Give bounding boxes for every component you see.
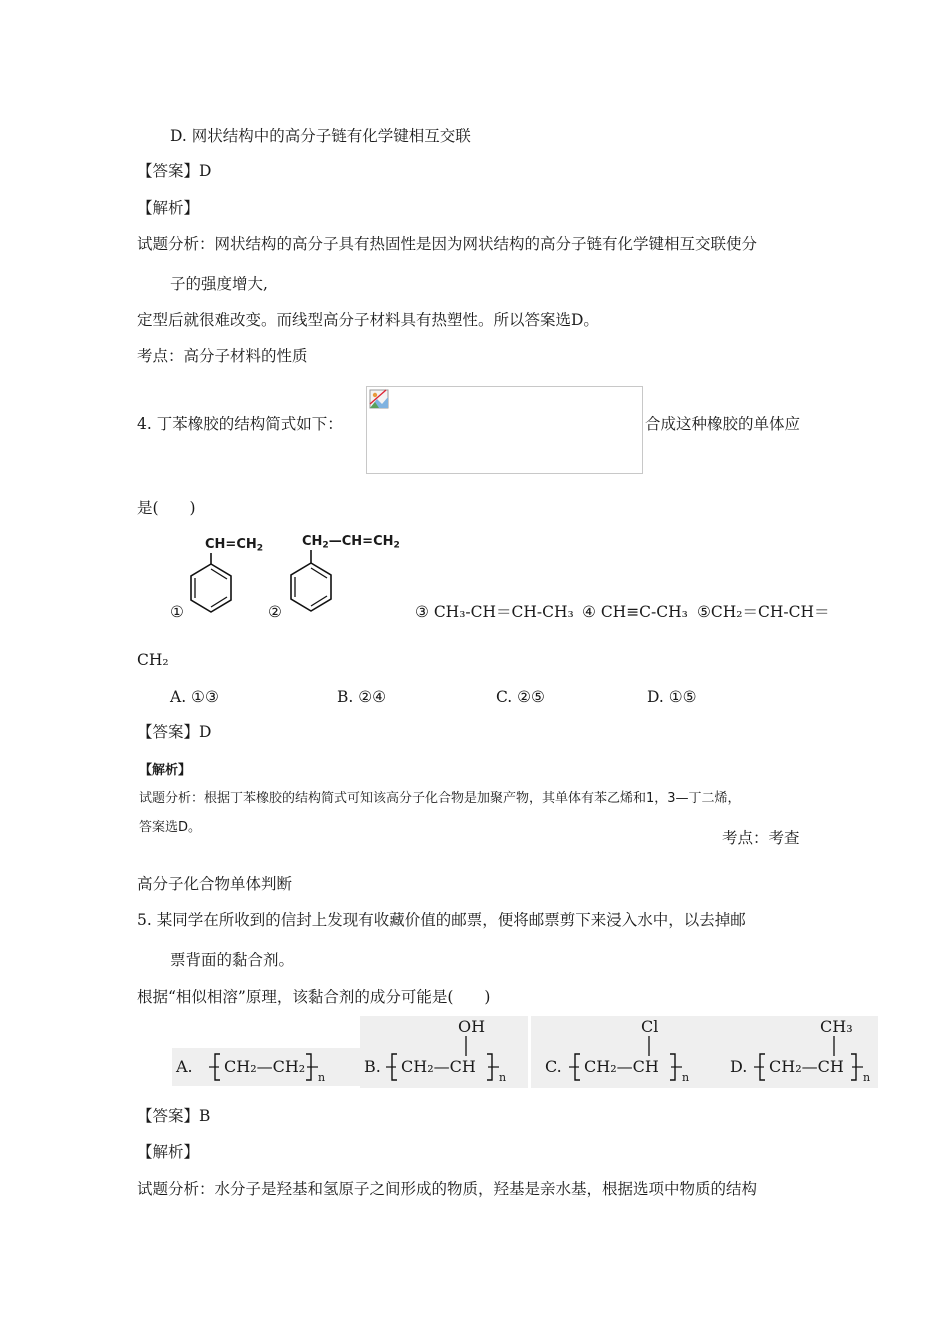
exam-point-q4-cont: 高分子化合物单体判断: [137, 875, 293, 893]
subscript-n: n: [863, 1071, 871, 1084]
explanation-text-end: 定型后就很难改变。而线型高分子材料具有热塑性。所以答案选D。: [137, 311, 599, 329]
option-c-image: [531, 1016, 716, 1088]
answer-label-q4: 【答案】D: [137, 723, 212, 741]
benzene-ring-1: [185, 553, 240, 618]
broken-image-icon: [369, 389, 389, 409]
subscript-n: n: [682, 1071, 690, 1084]
option-c-formula: CH₂—CH: [584, 1057, 659, 1076]
item-4: ④ CH≡C-CH₃: [582, 603, 688, 621]
subscript-n: n: [318, 1071, 326, 1084]
item-5-cont: CH₂: [137, 651, 169, 669]
bracket-right: [850, 1051, 864, 1083]
option-d-label: D.: [730, 1057, 748, 1076]
choice-c: C. ②⑤: [496, 688, 545, 706]
subscript-n: n: [499, 1071, 507, 1084]
benzene-ring-2: [285, 550, 340, 618]
bracket-left: [209, 1051, 221, 1083]
item-2-mark: ②: [268, 603, 282, 621]
option-d-image: [716, 1016, 878, 1088]
explanation-q4: 试题分析：根据丁苯橡胶的结构简式可知该高分子化合物是加聚产物，其单体有苯乙烯和1，3—丁二烯，: [139, 791, 741, 806]
option-b-formula: CH₂—CH: [401, 1057, 476, 1076]
explanation-text-cont: 子的强度增大,: [170, 275, 268, 293]
bracket-right: [669, 1051, 683, 1083]
answer-label-q5: 【答案】B: [137, 1107, 211, 1125]
explanation-text: 试题分析：网状结构的高分子具有热固性是因为网状结构的高分子链有化学键相互交联使分: [137, 235, 758, 253]
option-a-formula: CH₂—CH₂: [224, 1057, 306, 1076]
question-5-stem: 5. 某同学在所收到的信封上发现有收藏价值的邮票，便将邮票剪下来浸入水中，以去掉邮: [137, 911, 746, 929]
option-b-label: B.: [364, 1057, 381, 1076]
analysis-label: 【解析】: [137, 199, 200, 217]
bracket-left: [386, 1051, 398, 1083]
bond-line: [647, 1036, 651, 1056]
choice-b: B. ②④: [337, 688, 387, 706]
question-4-stem-end: 是( ): [137, 499, 196, 517]
option-c-label: C.: [545, 1057, 562, 1076]
choice-a: A. ①③: [170, 688, 219, 706]
answer-label: 【答案】D: [137, 162, 212, 180]
choice-d: D. ①⑤: [647, 688, 697, 706]
option-b-group: OH: [458, 1017, 486, 1036]
bracket-left: [569, 1051, 581, 1083]
structure-2-group: $CH_2—CH=CH_2$: [302, 534, 400, 551]
question-4-stem-cont: 合成这种橡胶的单体应: [645, 415, 801, 433]
item-3: ③ CH₃-CH＝CH-CH₃: [415, 603, 574, 621]
bracket-right: [486, 1051, 500, 1083]
option-d-formula: CH₂—CH: [769, 1057, 844, 1076]
bracket-left: [754, 1051, 766, 1083]
question-5-stem-cont: 票背面的黏合剂。: [170, 951, 295, 969]
question-4-stem: 4. 丁苯橡胶的结构简式如下：: [137, 415, 343, 433]
structure-image-placeholder: [366, 386, 643, 474]
structure-1-group: $CH=CH_2$: [205, 537, 264, 554]
option-d-text: D. 网状结构中的高分子链有化学键相互交联: [170, 127, 471, 145]
explanation-q4-end: 答案选D。: [139, 820, 202, 835]
explanation-q5: 试题分析：水分子是羟基和氢原子之间形成的物质，羟基是亲水基，根据选项中物质的结构: [137, 1180, 758, 1198]
question-5-stem-end: 根据“相似相溶”原理，该黏合剂的成分可能是( ): [137, 988, 491, 1006]
bond-line: [832, 1036, 836, 1056]
analysis-label-q4: 【解析】: [139, 763, 192, 778]
option-c-group: Cl: [641, 1017, 659, 1036]
item-1-mark: ①: [170, 603, 184, 621]
bracket-right: [305, 1051, 319, 1083]
analysis-label-q5: 【解析】: [137, 1143, 200, 1161]
option-a-label: A.: [176, 1057, 193, 1076]
option-a-image: [172, 1048, 360, 1086]
bond-line: [464, 1036, 468, 1056]
exam-point-q4: 考点：考查: [722, 829, 800, 847]
option-b-image: [360, 1016, 528, 1088]
option-d-group: CH₃: [820, 1017, 853, 1036]
exam-point: 考点：高分子材料的性质: [137, 347, 308, 365]
item-5: ⑤CH₂＝CH-CH＝: [697, 603, 830, 621]
